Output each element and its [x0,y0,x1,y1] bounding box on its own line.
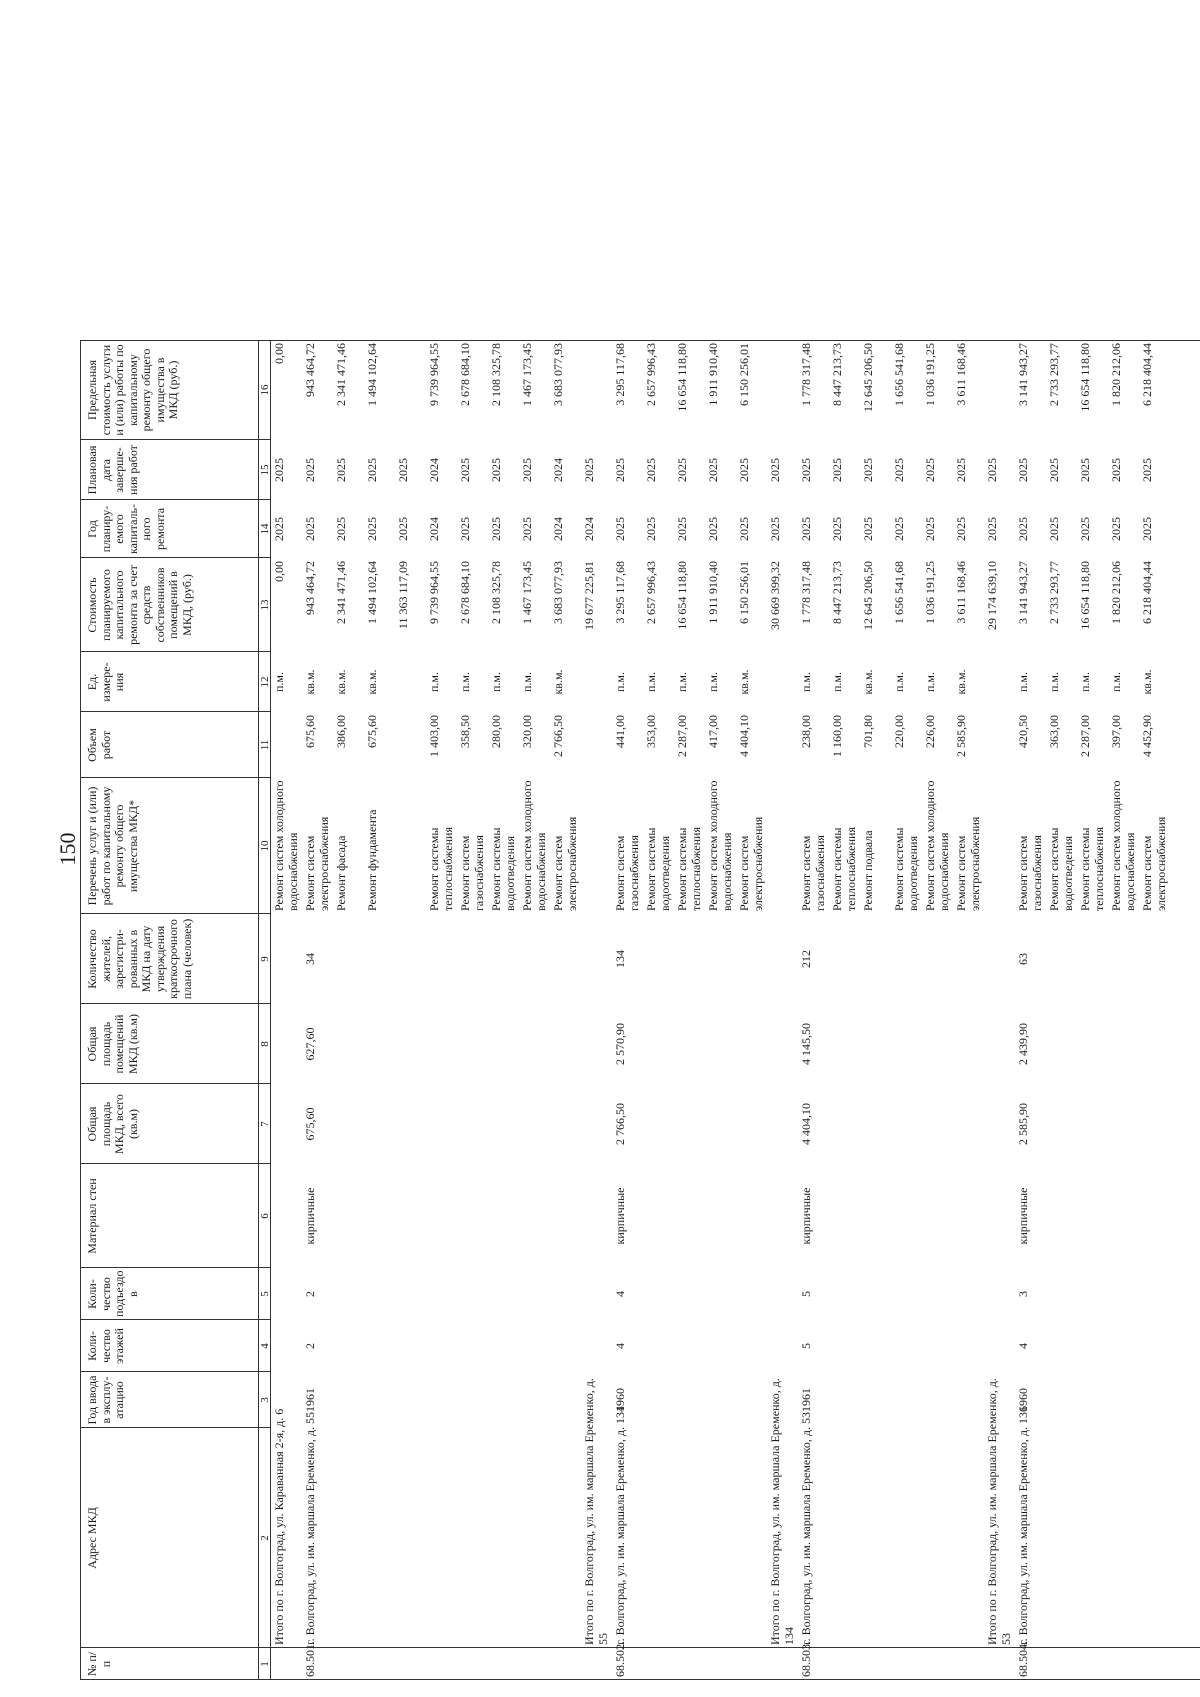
table-cell-cost: 6 218 404,44 [1140,561,1154,624]
table-cell-py: 2025 [799,517,813,541]
table-cell-work: электроснабжения [750,816,765,911]
table-cell-work: Ремонт систем [799,835,813,911]
table-cell-cost: 12 645 206,50 [861,561,875,630]
header-cell: Коли-чество подъездо в [85,1270,140,1317]
table-cell-vol: 675,60 [365,715,379,748]
table-cell-lim: 1 778 317,48 [799,343,813,406]
header-cell: Общая площадь помещений МКД (кв.м) [85,1014,140,1074]
table-cell-lim: 8 447 213,73 [830,343,844,406]
table-cell-cost: 6 150 256,01 [737,561,751,624]
table-cell-lim: 6 150 256,01 [737,343,751,406]
table-cell-addr: 134 [781,1627,796,1645]
table-cell-lim: 3 295 117,68 [613,343,627,406]
table-cell-lim: 1 467 173,45 [520,343,534,406]
column-number: 4 [258,1343,271,1349]
table-cell-lim: 2 678 684,10 [458,343,472,406]
table-cell-cost: 2 108 325,78 [489,561,503,624]
table-cell-pd: 2025 [737,458,751,482]
table-cell-cost: 3 611 168,46 [954,561,968,624]
table-cell-work: водоснабжения [719,832,734,911]
column-number: 12 [258,676,271,688]
table-cell-vol: 1 403,00 [427,715,441,757]
table-cell-addr: 55 [595,1633,610,1645]
table-cell-work: Ремонт систем холодного [706,780,720,911]
table-cell-lim: 12 645 206,50 [861,343,875,412]
table-cell-unit: кв.м. [1140,669,1154,695]
table-cell-unit: кв.м. [737,669,751,695]
table-cell-pd: 2025 [1047,458,1061,482]
table-cell-pd: 2025 [830,458,844,482]
table-cell-entr: 2 [303,1291,317,1297]
table-cell-pd: 2025 [1140,458,1154,482]
table-cell-vol: 363,00 [1047,715,1061,748]
table-cell-pd: 2024 [427,458,441,482]
table-cell-cost: 16 654 118,80 [675,561,689,630]
table-cell-cost: 2 678 684,10 [458,561,472,624]
table-cell-cost: 8 447 213,73 [830,561,844,624]
header-cell: Количество жителей, зарегистри-рованных в МКД на дату утверждения краткосрочного плана (человек) [85,918,194,1000]
table-cell-cost: 0,00 [272,561,286,582]
table-cell-unit: п.м. [923,672,937,693]
header-cell: Ед. измере-ния [85,662,126,702]
table-cell-entr: 3 [1016,1291,1030,1297]
table-cell-lim: 1 820 212,06 [1109,343,1123,406]
table-cell-pd: 2025 [985,458,999,482]
table-cell-work: водоснабжения [1122,832,1137,911]
table-cell-unit: п.м. [272,672,286,693]
table-cell-cost: 3 683 077,93 [551,561,565,624]
table-cell-entr: 4 [613,1291,627,1297]
table-cell-work: водоснабжения [936,832,951,911]
table-cell-unit: п.м. [1016,672,1030,693]
column-number: 6 [258,1213,271,1219]
table-cell-py: 2025 [520,517,534,541]
table-cell-vol: 226,00 [923,715,937,748]
table-cell-py: 2025 [272,517,286,541]
table-cell-unit: кв.м. [303,669,317,695]
table-cell-cost: 1 778 317,48 [799,561,813,624]
table-cell-addr: Итого по г. Волгоград, ул. им. маршала Еременко, д. [768,1378,782,1645]
table-cell-unit: п.м. [520,672,534,693]
table-cell-pd: 2025 [644,458,658,482]
table-cell-unit: п.м. [458,672,472,693]
table-cell-work: водоснабжения [533,832,548,911]
table-cell-work: Ремонт системы [644,827,658,911]
table-cell-unit: п.м. [613,672,627,693]
table-cell-area: 4 404,10 [799,1103,813,1145]
table-cell-lim: 1 911 910,40 [706,343,720,406]
table-cell-pd: 2025 [365,458,379,482]
column-number: 16 [258,384,271,396]
table-cell-pd: 2025 [861,458,875,482]
table-cell-unit: п.м. [830,672,844,693]
table-cell-vol: 2 287,00 [1078,715,1092,757]
table-cell-addr: Итого по г. Волгоград, ул. им. маршала Еременко, д. [985,1378,999,1645]
table-cell-work: Ремонт фасада [334,835,348,911]
table-cell-py: 2025 [334,517,348,541]
table-cell-pd: 2025 [489,458,503,482]
table-cell-vol: 280,00 [489,715,503,748]
table-cell-work: Ремонт систем холодного [272,780,286,911]
table-cell-py: 2025 [923,517,937,541]
table-cell-unit: п.м. [489,672,503,693]
table-cell-pd: 2025 [923,458,937,482]
page-number: 150 [55,832,80,866]
table-cell-vol: 2 585,90 [954,715,968,757]
column-number: 13 [258,599,271,611]
table-cell-year: 1960 [613,1388,627,1412]
table-cell-work: Ремонт системы [427,827,441,911]
table-cell-lim: 1 494 102,64 [365,343,379,406]
table-cell-work: Ремонт систем [1140,835,1154,911]
table-cell-py: 2025 [396,517,410,541]
column-number: 11 [258,739,271,751]
table-cell-work: водоотведения [657,836,672,911]
table-cell-pd: 2025 [272,458,286,482]
column-number: 10 [258,840,271,852]
column-number: 8 [258,1041,271,1047]
table-cell-pd: 2025 [458,458,472,482]
table-cell-work: газоснабжения [1029,835,1044,911]
table-cell-pd: 2025 [799,458,813,482]
table-cell-unit: кв.м. [954,669,968,695]
table-cell-work: Ремонт систем холодного [1109,780,1123,911]
table-cell-vol: 417,00 [706,715,720,748]
table-cell-work: Ремонт систем [551,835,565,911]
table-cell-work: Ремонт системы [489,827,503,911]
table-cell-pd: 2025 [954,458,968,482]
table-cell-work: теплоснабжения [688,827,703,911]
table-cell-cost: 29 174 639,10 [985,561,999,630]
table-cell-cost: 11 363 117,09 [396,561,410,630]
table-cell-pd: 2025 [396,458,410,482]
table-cell-cost: 19 677 225,81 [582,561,596,630]
column-number: 1 [258,1661,271,1667]
table-cell-vol: 701,80 [861,715,875,748]
table-cell-py: 2025 [954,517,968,541]
table-cell-unit: п.м. [706,672,720,693]
table-cell-lim: 3 141 943,27 [1016,343,1030,406]
table-cell-work: Ремонт систем [737,835,751,911]
table-cell-vol: 675,60 [303,715,317,748]
table-cell-n: 68.501. [303,1641,317,1677]
table-cell-work: Ремонт систем [303,835,317,911]
table-cell-unit: п.м. [892,672,906,693]
table-cell-mat: кирпичные [1016,1187,1030,1245]
header-cell: Год ввода в эксплу-атацию [85,1375,126,1425]
header-cell: Предельная стоимость услуги и (или) работы по капитальному ремонту общего имущества в МКД (руб.) [85,344,180,436]
table-cell-addr: г. Волгоград, ул. им. маршала Еременко, д. 134 [613,1405,627,1645]
table-cell-py: 2025 [768,517,782,541]
table-cell-unit: кв.м. [551,669,565,695]
table-cell-pd: 2025 [520,458,534,482]
table-cell-vol: 420,50 [1016,715,1030,748]
table-cell-cost: 3 141 943,27 [1016,561,1030,624]
column-number: 7 [258,1121,271,1127]
table-cell-floors: 5 [799,1343,813,1349]
table-cell-vol: 2 287,00 [675,715,689,757]
header-cell: Плановая дата заверше-ния работ [85,445,140,495]
table-cell-unit: кв.м. [334,669,348,695]
table-cell-py: 2024 [551,517,565,541]
table-cell-py: 2025 [613,517,627,541]
column-number: 3 [258,1397,271,1403]
table-cell-py: 2025 [489,517,503,541]
table-cell-work: теплоснабжения [440,827,455,911]
table-cell-py: 2025 [892,517,906,541]
table-cell-work: газоснабжения [812,835,827,911]
header-cell: Год планиру-емого капиталь-ного ремонта [85,504,167,554]
table-cell-cost: 1 036 191,25 [923,561,937,624]
header-cell: Перечень услуг и (или) работ по капитальному ремонту общего имущества МКД* [85,786,140,906]
table-cell-work: теплоснабжения [843,827,858,911]
table-cell-cost: 1 911 910,40 [706,561,720,624]
table-cell-cost: 2 341 471,46 [334,561,348,624]
table-cell-lim: 2 657 996,43 [644,343,658,406]
table-cell-work: Ремонт системы [1047,827,1061,911]
table-cell-floors: 4 [1016,1343,1030,1349]
table-cell-vol: 220,00 [892,715,906,748]
table-cell-pd: 2025 [1078,458,1092,482]
table-cell-py: 2025 [1016,517,1030,541]
table-cell-py: 2025 [861,517,875,541]
table-cell-work: Ремонт системы [892,827,906,911]
table-cell-cost: 9 739 964,55 [427,561,441,624]
header-cell: Общая площадь МКД, всего (кв.м) [85,1094,140,1154]
table-cell-work: водоотведения [1060,836,1075,911]
table-cell-work: Ремонт систем [1016,835,1030,911]
table-cell-pd: 2025 [892,458,906,482]
table-cell-py: 2025 [1140,517,1154,541]
table-cell-py: 2025 [675,517,689,541]
table-cell-lim: 16 654 118,80 [675,343,689,412]
table-cell-year: 1961 [799,1388,813,1412]
table-cell-lim: 3 611 168,46 [954,343,968,406]
table-cell-work: электроснабжения [967,816,982,911]
table-cell-pd: 2025 [303,458,317,482]
table-cell-mat: кирпичные [613,1187,627,1245]
table-cell-vol: 386,00 [334,715,348,748]
table-cell-work: Ремонт систем [613,835,627,911]
column-number: 5 [258,1291,271,1297]
table-cell-cost: 1 656 541,68 [892,561,906,624]
table-cell-addr: г. Волгоград, ул. им. маршала Еременко, д. 136 [1016,1405,1030,1645]
table-cell-py: 2025 [1078,517,1092,541]
table-cell-work: Ремонт систем холодного [923,780,937,911]
header-cell: № п/п [85,1651,113,1677]
table-cell-unit: п.м. [799,672,813,693]
table-cell-work: Ремонт системы [1078,827,1092,911]
table-cell-work: газоснабжения [471,835,486,911]
table-cell-cost: 16 654 118,80 [1078,561,1092,630]
table-cell-lim: 2 733 293,77 [1047,343,1061,406]
table-cell-py: 2025 [985,517,999,541]
table-cell-vol: 238,00 [799,715,813,748]
table-cell-py: 2025 [365,517,379,541]
table-cell-rooms: 627,60 [303,1027,317,1061]
table-cell-area: 675,60 [303,1107,317,1141]
table-cell-pd: 2025 [1109,458,1123,482]
column-number: 2 [258,1535,271,1541]
table-cell-vol: 1 160,00 [830,715,844,757]
table-cell-addr: 53 [998,1633,1013,1645]
table-cell-pd: 2025 [675,458,689,482]
table-cell-lim: 0,00 [272,343,286,364]
table-cell-py: 2025 [458,517,472,541]
table-cell-pd: 2025 [613,458,627,482]
table-cell-work: газоснабжения [626,835,641,911]
table-cell-addr: г. Волгоград, ул. им. маршала Еременко, д. 53 [799,1411,813,1645]
table-cell-unit: п.м. [1109,672,1123,693]
header-cell: Материал стен [85,1178,99,1254]
table-cell-n: 68.503. [799,1641,813,1677]
table-cell-addr: Итого по г. Волгоград, ул. им. маршала Еременко, д. [582,1378,596,1645]
table-cell-pd: 2025 [768,458,782,482]
table-cell-work: Ремонт фундамента [365,809,379,911]
table-cell-lim: 1 036 191,25 [923,343,937,406]
table-cell-lim: 6 218 404,44 [1140,343,1154,406]
table-cell-work: электроснабжения [564,816,579,911]
table-cell-work: водоснабжения [285,832,300,911]
table-cell-cost: 943 464,72 [303,561,317,615]
table-cell-work: Ремонт систем [954,835,968,911]
table-cell-rooms: 4 145,50 [799,1023,813,1065]
table-cell-lim: 943 464,72 [303,343,317,397]
table-cell-work: электроснабжения [1153,816,1168,911]
table-cell-work: водоотведения [905,836,920,911]
table-cell-vol: 441,00 [613,715,627,748]
table-cell-area: 2 585,90 [1016,1103,1030,1145]
column-number: 14 [258,523,271,535]
table-cell-floors: 4 [613,1343,627,1349]
table-cell-py: 2025 [1109,517,1123,541]
table-cell-unit: п.м. [1047,672,1061,693]
table-cell-unit: п.м. [1078,672,1092,693]
header-cell: Стоимость планируемого капитального ремонта за счет средств собственников помещений в МКД, (руб.) [85,565,194,645]
table-cell-lim: 1 656 541,68 [892,343,906,406]
table-cell-pd: 2025 [582,458,596,482]
table-cell-lim: 2 108 325,78 [489,343,503,406]
column-number: 9 [258,956,271,962]
table-cell-cost: 2 733 293,77 [1047,561,1061,624]
table-cell-people: 34 [303,953,317,965]
table-cell-vol: 4 404,10 [737,715,751,757]
table-cell-entr: 5 [799,1291,813,1297]
table-cell-work: Ремонт систем холодного [520,780,534,911]
table-cell-cost: 1 820 212,06 [1109,561,1123,624]
table-cell-vol: 397,00 [1109,715,1123,748]
table-cell-cost: 1 494 102,64 [365,561,379,624]
table-cell-vol: 353,00 [644,715,658,748]
table-cell-mat: кирпичные [799,1187,813,1245]
table-cell-work: Ремонт системы [675,827,689,911]
table-cell-py: 2024 [427,517,441,541]
table-cell-rooms: 2 439,90 [1016,1023,1030,1065]
table-cell-vol: 2 766,50 [551,715,565,757]
table-cell-vol: 320,00 [520,715,534,748]
table-cell-unit: п.м. [675,672,689,693]
table-cell-py: 2025 [830,517,844,541]
column-number: 15 [258,464,271,476]
table-cell-py: 2025 [303,517,317,541]
table-cell-py: 2025 [706,517,720,541]
table-cell-lim: 2 341 471,46 [334,343,348,406]
table-cell-py: 2024 [582,517,596,541]
table-cell-vol: 4 452,90 [1140,715,1154,757]
table-cell-lim: 9 739 964,55 [427,343,441,406]
table-cell-cost: 1 467 173,45 [520,561,534,624]
table-cell-unit: п.м. [644,672,658,693]
rotated-table [80,40,1200,1680]
table-cell-work: Ремонт подвала [861,830,875,911]
table-cell-pd: 2025 [334,458,348,482]
table-cell-rooms: 2 570,90 [613,1023,627,1065]
table-cell-people: 134 [613,950,627,968]
table-cell-unit: кв.м. [365,669,379,695]
table-cell-work: Ремонт систем [458,835,472,911]
table-cell-work: Ремонт системы [830,827,844,911]
table-cell-floors: 2 [303,1343,317,1349]
header-cell: Коли-чество этажей [85,1328,126,1364]
table-cell-pd: 2025 [706,458,720,482]
table-cell-area: 2 766,50 [613,1103,627,1145]
table-cell-unit: п.м. [427,672,441,693]
table-cell-py: 2025 [737,517,751,541]
table-cell-people: 212 [799,950,813,968]
table-cell-lim: 3 683 077,93 [551,343,565,406]
table-cell-py: 2025 [644,517,658,541]
table-cell-addr: г. Волгоград, ул. им. маршала Еременко, д. 55 [303,1411,317,1645]
table-cell-pd: 2025 [1016,458,1030,482]
table-cell-pd: 2024 [551,458,565,482]
table-cell-year: 1960 [1016,1388,1030,1412]
table-cell-work: электроснабжения [316,816,331,911]
table-cell-n: 68.502. [613,1641,627,1677]
table-cell-mat: кирпичные [303,1187,317,1245]
table-cell-cost: 3 295 117,68 [613,561,627,624]
table-cell-n: 68.504. [1016,1641,1030,1677]
table-cell-lim: 16 654 118,80 [1078,343,1092,412]
table-cell-vol: 358,50 [458,715,472,748]
table-cell-cost: 30 669 399,32 [768,561,782,630]
table-cell-year: 1961 [303,1388,317,1412]
table-cell-people: 63 [1016,953,1030,965]
table-cell-py: 2025 [1047,517,1061,541]
table-cell-unit: кв.м. [861,669,875,695]
header-cell: Адрес МКД [85,1507,99,1569]
table-cell-work: водоотведения [502,836,517,911]
table-cell-addr: Итого по г. Волгоград, ул. Караванная 2-я, д. 6 [272,1408,286,1645]
table-cell-work: теплоснабжения [1091,827,1106,911]
table-cell-cost: 2 657 996,43 [644,561,658,624]
header-cell: Объем работ [85,728,113,762]
